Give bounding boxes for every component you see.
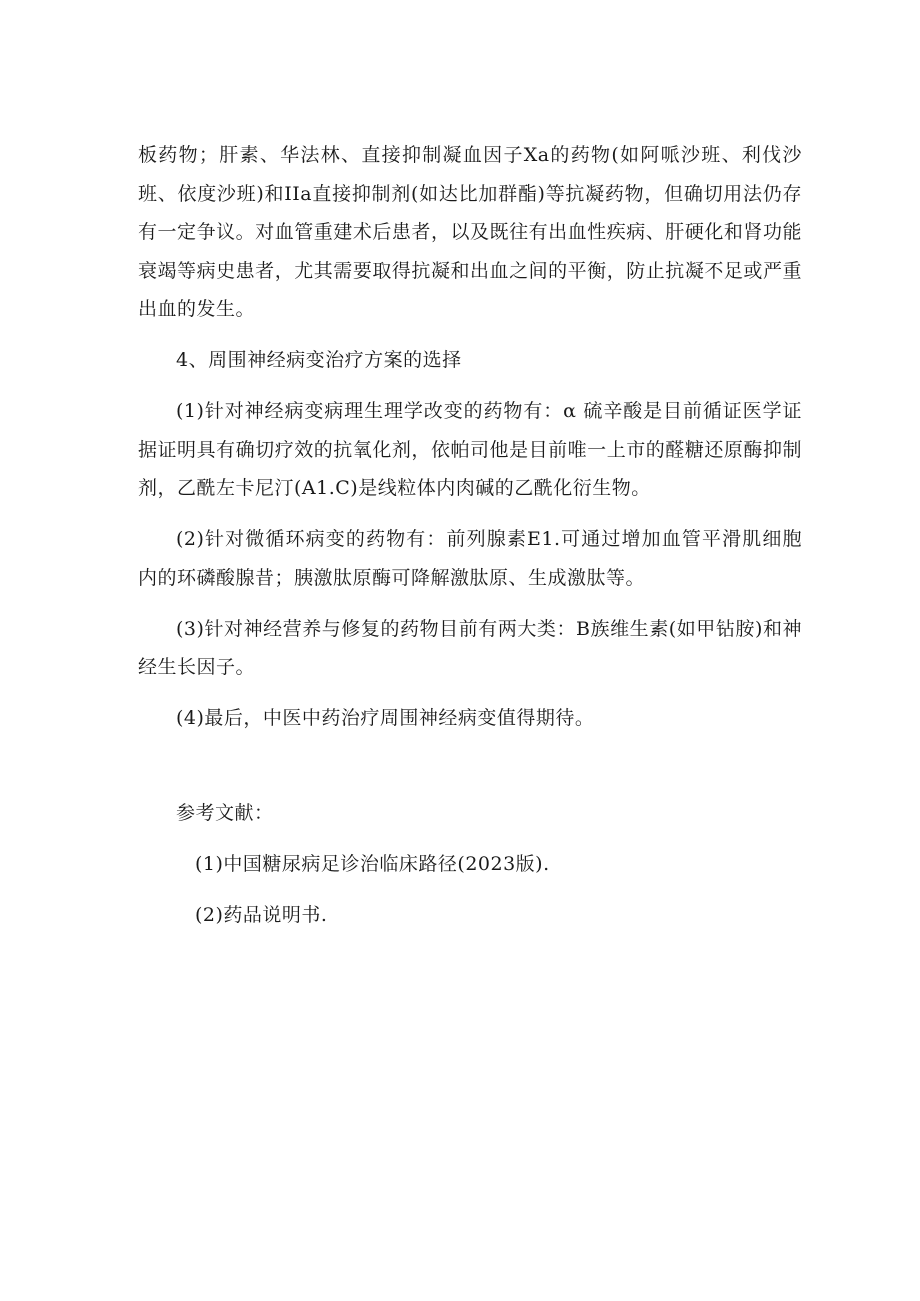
references-title: 参考文献： [176, 801, 274, 824]
list-item: (1)针对神经病变病理生理学改变的药物有：α 硫辛酸是目前循证医学证据证明具有确切疗效的抗氧化剂，依帕司他是目前唯一上市的醛糖还原酶抑制剂，乙酰左卡尼汀(A1.C)是线粒体内肉碱的乙酰化衍生物。 [138, 400, 802, 499]
references-section [138, 794, 802, 935]
list-item: (2)针对微循环病变的药物有：前列腺素E1.可通过增加血管平滑肌细胞内的环磷酸腺昔；胰激肽原酶可降解激肽原、生成激肽等。 [138, 528, 802, 589]
section-heading: 4、周围神经病变治疗方案的选择 [176, 349, 462, 371]
reference-item: (2)药品说明书. [195, 903, 328, 926]
list-item: (3)针对神经营养与修复的药物目前有两大类：B族维生素(如甲钻胺)和神经生长因子。 [138, 617, 802, 678]
document-body [138, 136, 802, 947]
list-item: (4)最后，中医中药治疗周围神经病变值得期待。 [176, 707, 595, 729]
reference-item: (1)中国糖尿病足诊治临床路径(2023版). [195, 852, 550, 875]
intro-paragraph: 板药物；肝素、华法林、直接抑制凝血因子Xa的药物(如阿哌沙班、利伐沙班、依度沙班)和IIa直接抑制剂(如达比加群酯)等抗凝药物，但确切用法仍存有一定争议。对血管重建术后患者，以及既往有出血性疾病、肝硬化和肾功能衰竭等病史患者，尤其需要取得抗凝和出血之间的平衡，防止抗凝不足或严重出血的发生。 [138, 144, 802, 320]
